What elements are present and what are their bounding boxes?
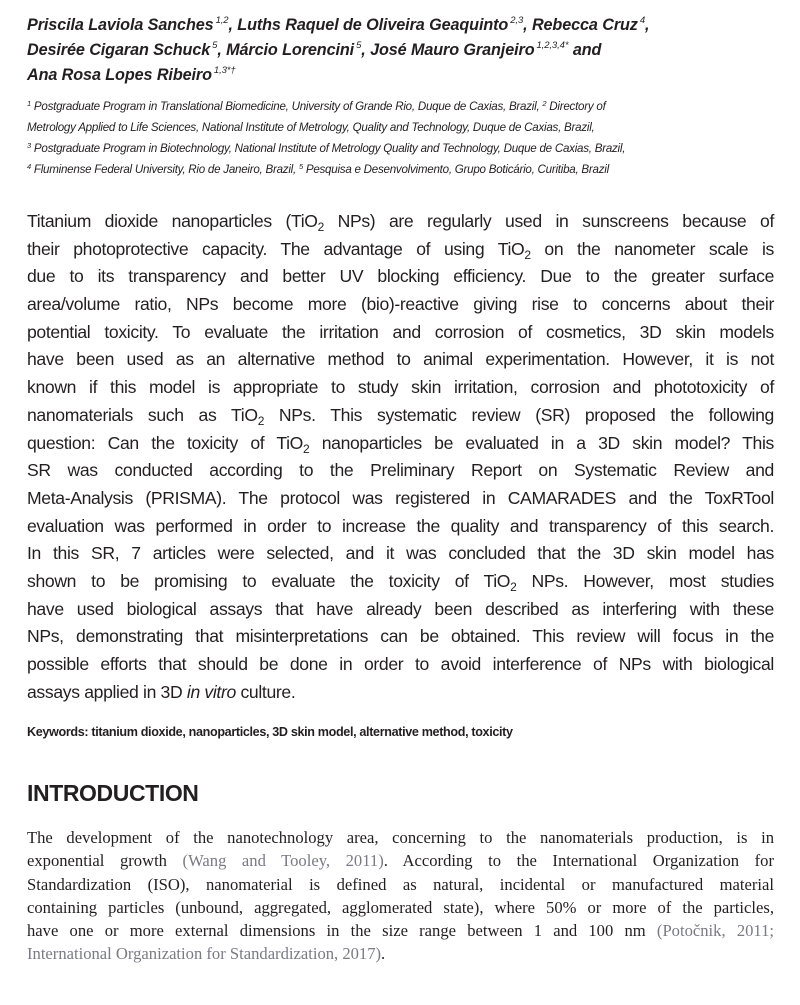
intro-line: have one or more external dimensions in the size range between 1 and 100 nm (Potočnik, 2011; [27,921,774,941]
abstract [27,208,774,706]
abstract-line: In this SR, 7 articles were selected, and it was concluded that the 3D skin model has [27,543,774,564]
section-heading-introduction: INTRODUCTION [27,780,199,806]
citation-link[interactable]: International Organization for Standardization, 2017) [27,944,382,964]
abstract-line: possible efforts that should be done in order to avoid interference of NPs with biological [27,654,774,674]
author-list [27,14,774,89]
abstract-line: their photoprotective capacity. The advantage of using TiO$_2$ on the nanometer scale is [27,238,774,262]
affiliation-line: $^4$ Fluminense Federal University, Rio de Janeiro, Brazil, $^5$ Pesquisa e Desenvolvimento, Grupo Boticário, Curitiba, Brazil [27,161,609,176]
abstract-line: NPs, demonstrating that misinterpretations can be obtained. This review will focus in the [27,626,774,647]
affiliation-line: $^3$ Postgraduate Program in Biotechnology, National Institute of Metrology Quality and Technology, Duque de Caxias, Brazil, [27,140,626,155]
affiliation-line: Metrology Applied to Life Sciences, National Institute of Metrology, Quality and Technology, Duque de Caxias, Brazil, [27,121,595,135]
intro-line: Standardization (ISO), nanomaterial is defined as natural, incidental or manufactured material [27,874,774,894]
author: Ana Rosa Lopes Ribeiro $^{1,3*\dagger}$ [27,65,236,84]
citation-link[interactable]: (Wang and Tooley, 2011) [182,851,384,871]
abstract-line: Meta-Analysis (PRISMA). The protocol was registered in CAMARADES and the ToxRTool [27,487,774,508]
author: Priscila Laviola Sanches $^{1,2}$, [27,15,238,34]
introduction-body [27,826,774,966]
abstract-line: potential toxicity. To evaluate the irritation and corrosion of cosmetics, 3D skin models [27,321,774,342]
abstract-line: nanomaterials such as TiO$_2$ NPs. This systematic review (SR) proposed the following [27,404,774,428]
affiliations [27,97,774,181]
abstract-line: due to its transparency and better UV blocking efficiency. Due to the greater surface [27,266,774,287]
abstract-line: question: Can the toxicity of TiO$_2$ nanoparticles be evaluated in a 3D skin model? This [27,432,774,456]
author: Márcio Lorencini $^5$, [226,40,371,59]
abstract-line: area/volume ratio, NPs become more (bio)-reactive giving rise to concerns about their [27,294,774,315]
author: Rebecca Cruz $^4$, [531,15,650,34]
affiliation-line: $^1$ Postgraduate Program in Translational Biomedicine, University of Grande Rio, Duque de Caxias, Brazil, $^2$ Directory of [27,99,606,113]
abstract-line: evaluation was performed in order to increase the quality and transparency of this search. [27,515,774,536]
intro-line: International Organization for Standardization, 2017). [27,944,386,964]
abstract-line: Titanium dioxide nanoparticles (TiO$_2$ NPs) are regularly used in sunscreens because of [27,211,774,234]
abstract-line: known if this model is appropriate to study skin irritation, corrosion and phototoxicity of [27,377,774,398]
abstract-line: have been used as an alternative method to animal experimentation. However, it is not [27,349,774,370]
keywords: Keywords: titanium dioxide, nanoparticles, 3D skin model, alternative method, toxicity [27,725,513,739]
intro-line: containing particles (unbound, aggregated, agglomerated state), where 50% or more of the particles, [27,897,774,917]
abstract-line: shown to be promising to evaluate the toxicity of TiO$_2$ NPs. However, most studies [27,570,774,594]
abstract-line: assays applied in 3D in vitro culture. [27,681,296,702]
author: Luths Raquel de Oliveira Geaquinto $^{2,3}$, [237,15,532,34]
author: Desirée Cigaran Schuck $^5$, [27,40,227,59]
abstract-line: SR was conducted according to the Preliminary Report on Systematic Review and [27,460,774,481]
intro-line: exponential growth (Wang and Tooley, 2011). According to the International Organization for [27,851,775,871]
intro-line: The development of the nanotechnology area, concerning to the nanomaterials production, is in [27,828,774,847]
abstract-line: have used biological assays that have already been described as interfering with these [27,598,774,619]
author: José Mauro Granjeiro $^{1,2,3,4*}$ and [370,40,602,59]
citation-link[interactable]: (Potočnik, 2011; [656,921,774,941]
